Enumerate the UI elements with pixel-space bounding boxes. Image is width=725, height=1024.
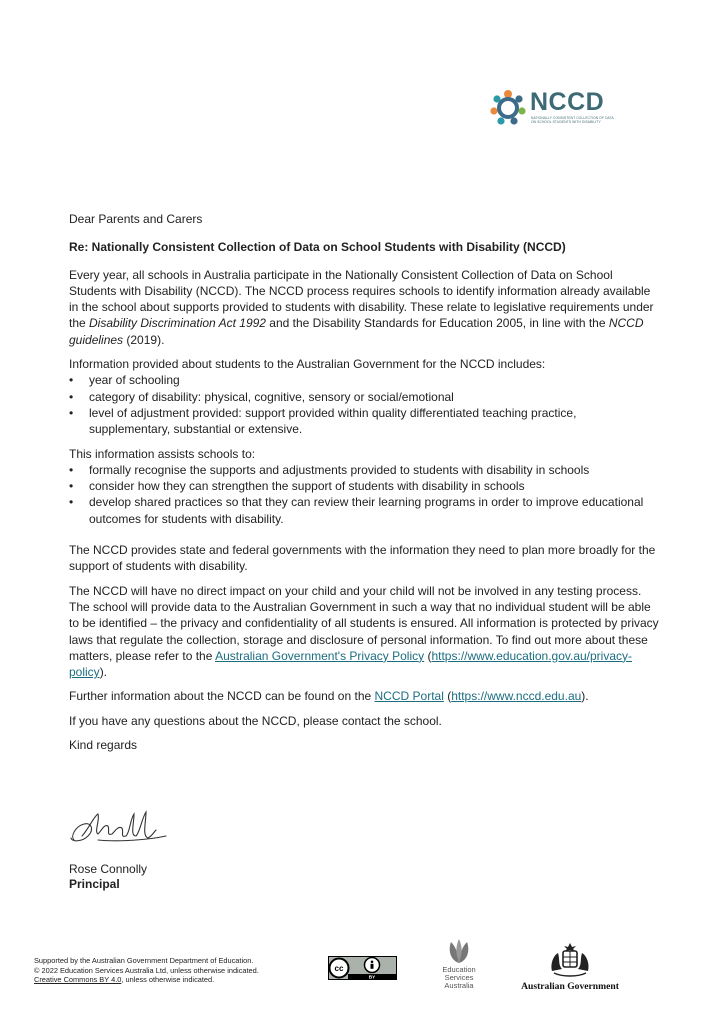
salutation: Dear Parents and Carers xyxy=(69,212,203,226)
list-item: • category of disability: physical, cognitive, sensory or social/emotional xyxy=(69,389,659,405)
paragraph-questions: If you have any questions about the NCCD, please contact the school. xyxy=(69,713,442,728)
australian-government-label: Australian Government xyxy=(521,981,619,992)
coat-of-arms-icon xyxy=(548,941,592,979)
assist-list xyxy=(69,462,659,527)
nccd-logo xyxy=(489,85,629,133)
list-item: • develop shared practices so that they can review their learning programs in order to improve educational outcomes for students with disability. xyxy=(69,494,659,527)
nccd-portal-link[interactable]: NCCD Portal xyxy=(374,689,444,704)
esa-label: Education Services Australia xyxy=(442,965,476,990)
signature-image xyxy=(68,806,168,852)
signer-title: Principal xyxy=(69,877,120,891)
subject-line: Re: Nationally Consistent Collection of Data on School Students with Disability (NCCD) xyxy=(69,240,566,255)
nccd-logo-subtitle: NATIONALLY CONSISTENT COLLECTION OF DATA ON SCHOOL STUDENTS WITH DISABILITY xyxy=(531,116,614,124)
creative-commons-badge-icon xyxy=(328,956,397,980)
guidelines-title: NCCD guidelines xyxy=(69,316,644,347)
creative-commons-link[interactable]: Creative Commons BY 4.0 xyxy=(34,975,122,985)
nccd-portal-url-link[interactable]: https://www.nccd.edu.au xyxy=(451,689,582,704)
list-item: • year of schooling xyxy=(69,372,659,388)
list2-intro: This information assists schools to: xyxy=(69,446,256,461)
nccd-logo-title: NCCD xyxy=(530,88,605,116)
act-title: Disability Discrimination Act 1992 xyxy=(89,316,266,331)
svg-text:cc: cc xyxy=(334,964,344,973)
privacy-policy-link[interactable]: Australian Government's Privacy Policy xyxy=(215,648,425,663)
footer-text: Supported by the Australian Government Department of Education. © 2022 Education Services Australia Ltd, unless otherwise indicated. Creative Commons BY 4.0, unless otherwise indicated. xyxy=(34,956,259,985)
signer-block xyxy=(69,862,147,892)
privacy-policy-url-link[interactable]: https://www.education.gov.au/privacy-policy xyxy=(69,648,633,680)
paragraph-intro: Every year, all schools in Australia participate in the Nationally Consistent Collection of Data on School Students with Disability (NCCD). The NCCD process requires schools to identify information already available in the school about supports provided to students with disability. These relate to legislative requirements under the Disability Discrimination Act 1992 and the Disability Standards for Education 2005, in line with the NCCD guidelines (2019). xyxy=(69,267,654,347)
paragraph-privacy: The NCCD will have no direct impact on your child and your child will not be involved in any testing process. The school will provide data to the Australian Government in such a way that no individual student will be able to be identified – the privacy and confidentiality of all students is ensured. All information is protected by privacy laws that regulate the collection, storage and disclosure of personal information. To find out more about these matters, please refer to the Australian Government's Privacy Policy (https://www.education.gov.au/privacy-policy). xyxy=(69,583,659,680)
paragraph-governments: The NCCD provides state and federal governments with the information they need to plan more broadly for the support of students with disability. xyxy=(69,543,656,574)
info-list xyxy=(69,372,659,437)
list-item: • level of adjustment provided: support provided within quality differentiated teaching practice, supplementary, substantial or extensive. xyxy=(69,405,659,438)
list1-intro: Information provided about students to the Australian Government for the NCCD includes: xyxy=(69,357,546,372)
nccd-logo-mark-icon xyxy=(489,89,527,127)
list-item: • formally recognise the supports and adjustments provided to students with disability in schools xyxy=(69,462,659,478)
list-item: • consider how they can strengthen the support of students with disability in schools xyxy=(69,478,659,494)
esa-leaf-icon xyxy=(446,938,472,964)
cc-by-label: BY xyxy=(368,974,376,980)
esa-logo xyxy=(432,938,486,998)
letter-body xyxy=(69,211,659,753)
paragraph-portal: Further information about the NCCD can be found on the NCCD Portal (https://www.nccd.edu.au). xyxy=(69,689,589,704)
australian-government-logo xyxy=(516,941,624,993)
signer-name: Rose Connolly xyxy=(69,862,148,876)
closing: Kind regards xyxy=(69,738,138,753)
